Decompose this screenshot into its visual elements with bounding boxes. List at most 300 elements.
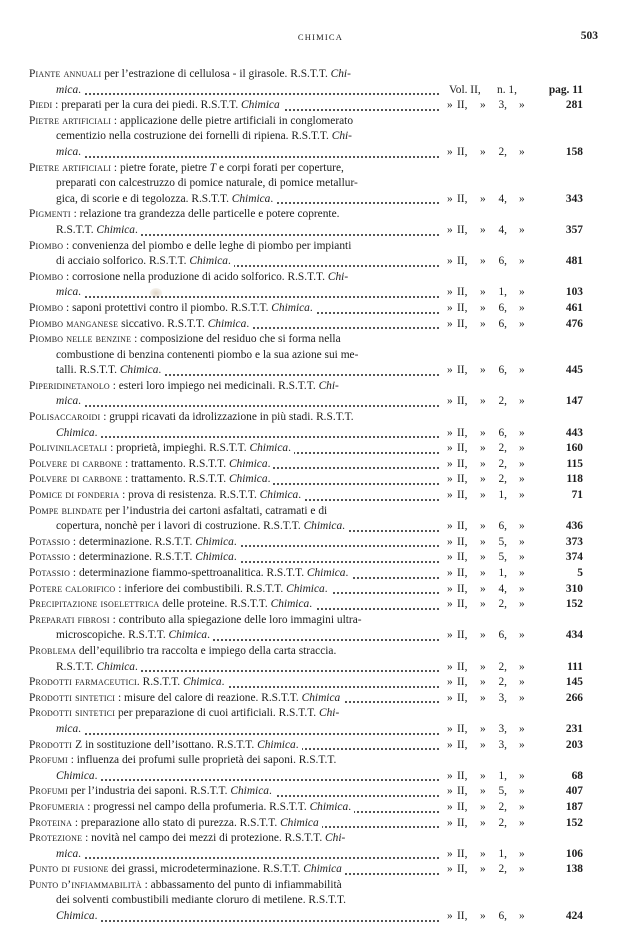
page-number: 503 bbox=[580, 30, 598, 42]
entry-line bbox=[29, 270, 583, 286]
dot-leader bbox=[56, 156, 439, 158]
entry-description: per l’industria dei cartoni asfaltati, catramati e di bbox=[102, 504, 328, 517]
index-entry bbox=[29, 816, 583, 832]
ditto-mark: » bbox=[480, 567, 486, 579]
page-reference: 145 bbox=[565, 676, 583, 689]
page-reference: 147 bbox=[565, 395, 583, 408]
journal-name: Chi- bbox=[325, 832, 346, 845]
ditto-mark: » bbox=[447, 847, 453, 860]
entry-text bbox=[56, 520, 348, 532]
entry-text bbox=[29, 99, 283, 111]
page-reference: 111 bbox=[567, 660, 583, 673]
entry-text bbox=[29, 302, 316, 314]
entry-line bbox=[29, 847, 583, 863]
page-reference: 266 bbox=[565, 691, 583, 704]
issue-number: 1, bbox=[498, 567, 507, 579]
entry-description: : gruppi ricavati da idrolizzazione in più stadi. R.S.T.T. bbox=[100, 411, 354, 424]
ditto-mark: » bbox=[447, 722, 453, 735]
entry-description: delle proteine. R.S.T.T. bbox=[159, 598, 271, 611]
volume-reference bbox=[443, 83, 583, 99]
volume-reference bbox=[443, 519, 583, 535]
volume-number: II, bbox=[457, 395, 468, 408]
entry-description: . bbox=[94, 769, 98, 782]
ditto-mark: » bbox=[519, 192, 525, 205]
volume-reference bbox=[443, 488, 583, 504]
entry-line bbox=[29, 254, 583, 270]
ditto-mark: » bbox=[519, 660, 525, 673]
entry-description: . bbox=[221, 676, 225, 689]
ditto-mark: » bbox=[447, 426, 453, 439]
entry-headword: Potere calorifico bbox=[29, 582, 116, 595]
volume-number: II, bbox=[457, 286, 468, 299]
entry-description: di acciaio solforico. R.S.T.T. bbox=[56, 255, 190, 268]
page-reference: 281 bbox=[565, 99, 583, 112]
entry-line bbox=[29, 597, 583, 613]
ditto-mark: » bbox=[480, 551, 486, 564]
entry-text bbox=[56, 255, 234, 267]
entry-text bbox=[56, 629, 213, 641]
entry-line bbox=[29, 379, 583, 395]
issue-number: 6, bbox=[498, 629, 507, 642]
volume-number: II, bbox=[457, 364, 468, 377]
entry-line bbox=[29, 644, 583, 660]
issue-number: 6, bbox=[498, 301, 507, 314]
issue-number: 6, bbox=[498, 364, 507, 377]
issue-number: 3, bbox=[498, 738, 507, 751]
volume-number: II, bbox=[457, 301, 468, 314]
ditto-mark: » bbox=[519, 317, 525, 330]
entry-description: : preparazione allo stato di purezza. R.S.T.T. bbox=[72, 816, 281, 829]
ditto-mark: » bbox=[519, 520, 525, 533]
entry-text bbox=[29, 754, 336, 766]
ditto-mark: » bbox=[480, 582, 486, 595]
page-reference: 407 bbox=[565, 785, 583, 798]
entry-line bbox=[29, 769, 583, 785]
index-entry bbox=[29, 800, 583, 816]
entry-description: siccativo. R.S.T.T. bbox=[118, 317, 208, 330]
entry-line bbox=[29, 176, 583, 192]
entry-description: . bbox=[309, 301, 313, 314]
volume-reference bbox=[443, 816, 583, 832]
ditto-mark: » bbox=[519, 598, 525, 611]
entry-description: : preparati per la cura dei piedi. R.S.T.T. bbox=[52, 99, 242, 112]
entry-description: : determinazione fiammo-spettroanalitica. R.S.T.T. bbox=[70, 567, 307, 579]
journal-name: Chimica bbox=[249, 442, 289, 455]
index-entry bbox=[29, 675, 583, 691]
entry-text bbox=[29, 489, 304, 501]
ditto-mark: » bbox=[447, 800, 453, 813]
ditto-mark: » bbox=[447, 520, 453, 533]
ditto-mark: » bbox=[447, 442, 453, 455]
entry-headword: Piedi bbox=[29, 99, 53, 112]
entry-description: copertura, nonchè per i lavori di costruzione. R.S.T.T. bbox=[56, 520, 304, 533]
volume-reference bbox=[443, 738, 583, 754]
entry-headword: Polivinilacetali bbox=[29, 442, 108, 455]
issue-number: 2, bbox=[498, 816, 507, 829]
dot-leader bbox=[56, 779, 439, 781]
volume-number: II, bbox=[457, 691, 468, 704]
ditto-mark: » bbox=[519, 676, 525, 689]
issue-number: 1, bbox=[498, 489, 507, 502]
ditto-mark: » bbox=[447, 863, 453, 876]
volume-number: II, bbox=[457, 567, 468, 579]
volume-number: II, bbox=[457, 676, 468, 689]
entry-description: : influenza dei profumi sulle proprietà dei saponi. R.S.T.T. bbox=[67, 754, 337, 767]
ditto-mark: » bbox=[480, 364, 486, 377]
entry-line bbox=[29, 67, 583, 83]
entry-description: . bbox=[267, 473, 271, 486]
volume-number: II, bbox=[457, 145, 468, 158]
index-entry bbox=[29, 98, 583, 114]
volume-number: II, bbox=[457, 442, 468, 455]
entry-description: . bbox=[78, 847, 82, 860]
journal-name: mica bbox=[56, 83, 79, 96]
index-entry bbox=[29, 738, 583, 754]
entry-line bbox=[29, 831, 583, 847]
ditto-mark: » bbox=[519, 364, 525, 377]
entry-headword: Punto d’infiammabilità bbox=[29, 878, 142, 891]
dot-leader bbox=[56, 920, 439, 922]
ditto-mark: » bbox=[480, 489, 486, 502]
issue-number: 6, bbox=[498, 317, 507, 330]
index-entry bbox=[29, 550, 583, 566]
volume-number: II, bbox=[457, 99, 468, 112]
issue-number: n. 1, bbox=[497, 83, 517, 96]
entry-description: : esteri loro impiego nei medicinali. R.S.T.T. bbox=[109, 379, 319, 392]
page-reference: 434 bbox=[565, 629, 583, 642]
entry-line bbox=[29, 753, 583, 769]
entry-description: . bbox=[268, 785, 272, 798]
volume-reference bbox=[443, 784, 583, 800]
index-entry bbox=[29, 472, 583, 488]
index-entry bbox=[29, 831, 583, 862]
issue-number: 2, bbox=[498, 442, 507, 455]
entry-line bbox=[29, 582, 583, 598]
ditto-mark: » bbox=[480, 816, 486, 829]
entry-line bbox=[29, 660, 583, 676]
page-reference: 138 bbox=[565, 863, 583, 876]
ditto-mark: » bbox=[519, 145, 525, 158]
entry-text bbox=[56, 848, 84, 860]
journal-name: Chimica bbox=[168, 629, 208, 642]
page-reference: 203 bbox=[565, 738, 583, 751]
index-entry bbox=[29, 504, 583, 535]
journal-name: Chimica bbox=[207, 317, 247, 330]
journal-name: mica bbox=[56, 722, 79, 735]
ditto-mark: » bbox=[519, 457, 525, 470]
page-reference: 461 bbox=[565, 301, 583, 314]
index-entry bbox=[29, 706, 583, 737]
entry-headword: Piombo manganese bbox=[29, 317, 119, 330]
entry-description: e corpi forati per coperture, bbox=[216, 161, 344, 174]
volume-reference bbox=[443, 691, 583, 707]
entry-line bbox=[29, 83, 583, 99]
entry-description: : proprietà, impieghi. R.S.T.T. bbox=[107, 442, 250, 455]
ditto-mark: » bbox=[447, 301, 453, 314]
ditto-mark: » bbox=[480, 192, 486, 205]
page-reference: 476 bbox=[565, 317, 583, 330]
volume-reference bbox=[443, 862, 583, 878]
journal-name: mica bbox=[56, 286, 79, 299]
journal-name: Chimica bbox=[257, 738, 296, 751]
entry-description: . bbox=[295, 738, 299, 751]
entry-line bbox=[29, 239, 583, 255]
journal-name: T bbox=[209, 161, 217, 174]
volume-number: II, bbox=[457, 629, 468, 642]
journal-name: mica bbox=[56, 145, 79, 158]
entry-text bbox=[56, 84, 84, 96]
entry-line bbox=[29, 317, 583, 333]
journal-name: Chimica bbox=[56, 426, 95, 439]
dot-leader bbox=[56, 733, 439, 735]
entry-line bbox=[29, 207, 583, 223]
page-reference: 68 bbox=[571, 769, 583, 782]
entry-headword: Prodotti farmaceutici bbox=[29, 676, 137, 689]
ditto-mark: » bbox=[480, 660, 486, 673]
volume-reference bbox=[443, 192, 583, 208]
entry-headword: Pompe blindate bbox=[29, 504, 103, 517]
journal-name: Chimica bbox=[301, 691, 341, 704]
entry-text bbox=[56, 723, 84, 735]
entry-text bbox=[29, 863, 345, 875]
volume-reference bbox=[443, 285, 583, 301]
entry-description: . bbox=[78, 83, 82, 96]
ditto-mark: » bbox=[519, 535, 525, 548]
entry-description: . bbox=[246, 317, 250, 330]
journal-name: Chimica bbox=[241, 99, 280, 112]
volume-reference bbox=[443, 566, 583, 582]
entry-description: . bbox=[78, 286, 82, 299]
entry-line bbox=[29, 161, 583, 177]
page-reference: 71 bbox=[571, 489, 583, 502]
index-entry bbox=[29, 535, 583, 551]
index-entry bbox=[29, 784, 583, 800]
volume-reference bbox=[443, 98, 583, 114]
journal-name: Chimica bbox=[228, 473, 268, 486]
entry-description: : pietre forate, pietre bbox=[111, 161, 210, 174]
ditto-mark: » bbox=[519, 800, 525, 813]
entry-line bbox=[29, 800, 583, 816]
issue-number: 4, bbox=[498, 223, 507, 236]
ditto-mark: » bbox=[480, 286, 486, 299]
issue-number: 2, bbox=[498, 598, 507, 611]
entry-description: : trattamento. R.S.T.T. bbox=[122, 473, 229, 486]
entry-line bbox=[29, 722, 583, 738]
journal-name: Chimica bbox=[286, 582, 325, 595]
entry-line bbox=[29, 535, 583, 551]
ditto-mark: » bbox=[480, 785, 486, 798]
journal-name: Chimica bbox=[280, 816, 319, 829]
journal-name: Chimica bbox=[230, 785, 269, 798]
page-reference: 106 bbox=[565, 847, 583, 860]
entry-line bbox=[29, 878, 583, 894]
entry-description: : saponi protettivi contro il piombo. R.S.T.T. bbox=[63, 301, 272, 314]
entry-line bbox=[29, 488, 583, 504]
ditto-mark: » bbox=[447, 567, 453, 579]
volume-number: II, bbox=[457, 317, 468, 330]
entry-line bbox=[29, 893, 583, 909]
volume-reference bbox=[443, 363, 583, 379]
entry-text bbox=[56, 177, 358, 189]
entry-description: . bbox=[345, 567, 349, 579]
entry-line bbox=[29, 394, 583, 410]
issue-number: 3, bbox=[498, 691, 507, 704]
ditto-mark: » bbox=[519, 691, 525, 704]
ditto-mark: » bbox=[480, 99, 486, 112]
entry-headword: Prodotti Z bbox=[29, 738, 83, 751]
entry-headword: Profumi bbox=[29, 785, 68, 798]
entry-text bbox=[29, 645, 336, 657]
entry-headword: Piombo bbox=[29, 301, 64, 314]
entry-description: . bbox=[298, 489, 302, 502]
journal-name: Chimica bbox=[228, 457, 268, 470]
entry-line bbox=[29, 784, 583, 800]
entry-description: : novità nel campo dei mezzi di protezione. R.S.T.T. bbox=[82, 832, 326, 845]
page-reference: 115 bbox=[566, 457, 583, 470]
ditto-mark: » bbox=[519, 567, 525, 579]
ditto-mark: » bbox=[519, 582, 525, 595]
page-reference: 158 bbox=[565, 145, 583, 158]
entry-headword: Piombo nelle benzine bbox=[29, 333, 132, 346]
volume-reference bbox=[443, 582, 583, 598]
ditto-mark: » bbox=[447, 99, 453, 112]
entry-line bbox=[29, 332, 583, 348]
journal-name: Chimica bbox=[183, 676, 222, 689]
page-reference: 343 bbox=[565, 192, 583, 205]
ditto-mark: » bbox=[519, 629, 525, 642]
volume-number: II, bbox=[457, 660, 468, 673]
entry-headword: Polvere di carbone bbox=[29, 457, 123, 470]
entry-description: : contributo alla spiegazione delle loro immagini ultra- bbox=[109, 613, 362, 626]
entry-text bbox=[29, 739, 302, 751]
volume-number: II, bbox=[457, 255, 468, 268]
index-entry bbox=[29, 597, 583, 613]
entry-headword: Potassio bbox=[29, 535, 71, 548]
dot-leader bbox=[56, 296, 439, 298]
entry-description: dei grassi, microdeterminazione. R.S.T.T. bbox=[108, 863, 304, 876]
ditto-mark: » bbox=[447, 738, 453, 751]
index-entry bbox=[29, 753, 583, 784]
issue-number: 1, bbox=[498, 769, 507, 782]
journal-name: mica bbox=[56, 847, 79, 860]
volume-reference bbox=[443, 472, 583, 488]
issue-number: 1, bbox=[498, 286, 507, 299]
entry-text bbox=[29, 442, 294, 454]
entry-headword: Proteina bbox=[29, 816, 73, 829]
entry-text bbox=[29, 208, 340, 220]
ditto-mark: » bbox=[480, 800, 486, 813]
entry-headword: Piombo bbox=[29, 270, 64, 283]
volume-number: II, bbox=[457, 457, 468, 470]
running-title: CHIMICA bbox=[297, 32, 344, 42]
entry-text bbox=[29, 832, 345, 844]
volume-number: II, bbox=[457, 800, 468, 813]
volume-number: II, bbox=[457, 473, 468, 486]
index-entry bbox=[29, 332, 583, 379]
journal-name: Chi- bbox=[318, 379, 339, 392]
entry-text bbox=[56, 364, 164, 376]
entry-text bbox=[29, 333, 341, 345]
ditto-mark: » bbox=[447, 473, 453, 486]
page-reference: 103 bbox=[565, 286, 583, 299]
entry-description: : composizione del residuo che si forma nella bbox=[131, 333, 341, 346]
entry-text bbox=[29, 707, 339, 719]
entry-headword: Profumi bbox=[29, 754, 68, 767]
entry-line bbox=[29, 613, 583, 629]
entry-line bbox=[29, 628, 583, 644]
entry-description: . bbox=[78, 395, 82, 408]
journal-name: Chimica bbox=[195, 535, 234, 548]
entry-line bbox=[29, 675, 583, 691]
ditto-mark: » bbox=[480, 910, 486, 923]
journal-name: Chi- bbox=[330, 68, 351, 80]
entry-line bbox=[29, 550, 583, 566]
volume-reference bbox=[443, 317, 583, 333]
page-reference: 310 bbox=[565, 582, 583, 595]
entry-text bbox=[29, 551, 240, 563]
entry-description: : abbassamento del punto di infiammabilità bbox=[141, 878, 342, 891]
index-entry bbox=[29, 878, 583, 925]
entry-line bbox=[29, 98, 583, 114]
ditto-mark: » bbox=[519, 551, 525, 564]
volume-reference bbox=[443, 254, 583, 270]
volume-reference bbox=[443, 550, 583, 566]
entry-description: per l’industria dei saponi. R.S.T.T. bbox=[67, 785, 231, 798]
entry-text bbox=[29, 411, 354, 423]
volume-number: II, bbox=[457, 816, 468, 829]
page-reference: 436 bbox=[565, 520, 583, 533]
entry-line bbox=[29, 348, 583, 364]
entry-description: per l’estrazione di cellulosa - il girasole. R.S.T.T. bbox=[101, 68, 331, 80]
issue-number: 2, bbox=[498, 660, 507, 673]
ditto-mark: » bbox=[447, 660, 453, 673]
ditto-mark: » bbox=[480, 847, 486, 860]
ditto-mark: » bbox=[447, 286, 453, 299]
entry-text bbox=[56, 130, 352, 142]
entry-text bbox=[29, 583, 331, 595]
index-entry bbox=[29, 114, 583, 161]
ditto-mark: » bbox=[519, 847, 525, 860]
dot-leader bbox=[56, 436, 439, 438]
volume-number: II, bbox=[457, 426, 468, 439]
issue-number: 2, bbox=[498, 457, 507, 470]
index-entry bbox=[29, 582, 583, 598]
entry-line bbox=[29, 426, 583, 442]
entry-description: combustione di benzina contenenti piombo e la sua azione sui me- bbox=[56, 348, 359, 361]
issue-number: 6, bbox=[498, 426, 507, 439]
ditto-mark: » bbox=[480, 691, 486, 704]
entry-description: . bbox=[94, 910, 98, 923]
ditto-mark: » bbox=[480, 598, 486, 611]
issue-number: 2, bbox=[498, 473, 507, 486]
volume-reference bbox=[443, 660, 583, 676]
ditto-mark: » bbox=[447, 457, 453, 470]
journal-name: Chi- bbox=[331, 130, 352, 143]
entry-description: dei solventi combustibili mediante cloruro di metilene. R.S.T.T. bbox=[56, 894, 346, 907]
index-entry bbox=[29, 379, 583, 410]
volume-number: II, bbox=[457, 582, 468, 595]
ditto-mark: » bbox=[447, 910, 453, 923]
entry-text bbox=[29, 676, 227, 688]
entry-description: : misure del calore di reazione. R.S.T.T. bbox=[115, 691, 302, 704]
ditto-mark: » bbox=[480, 223, 486, 236]
entry-description: . bbox=[324, 582, 328, 595]
ditto-mark: » bbox=[480, 722, 486, 735]
page-reference: 187 bbox=[565, 800, 583, 813]
journal-name: Chimica bbox=[96, 223, 136, 236]
ditto-mark: » bbox=[447, 676, 453, 689]
ditto-mark: » bbox=[480, 145, 486, 158]
